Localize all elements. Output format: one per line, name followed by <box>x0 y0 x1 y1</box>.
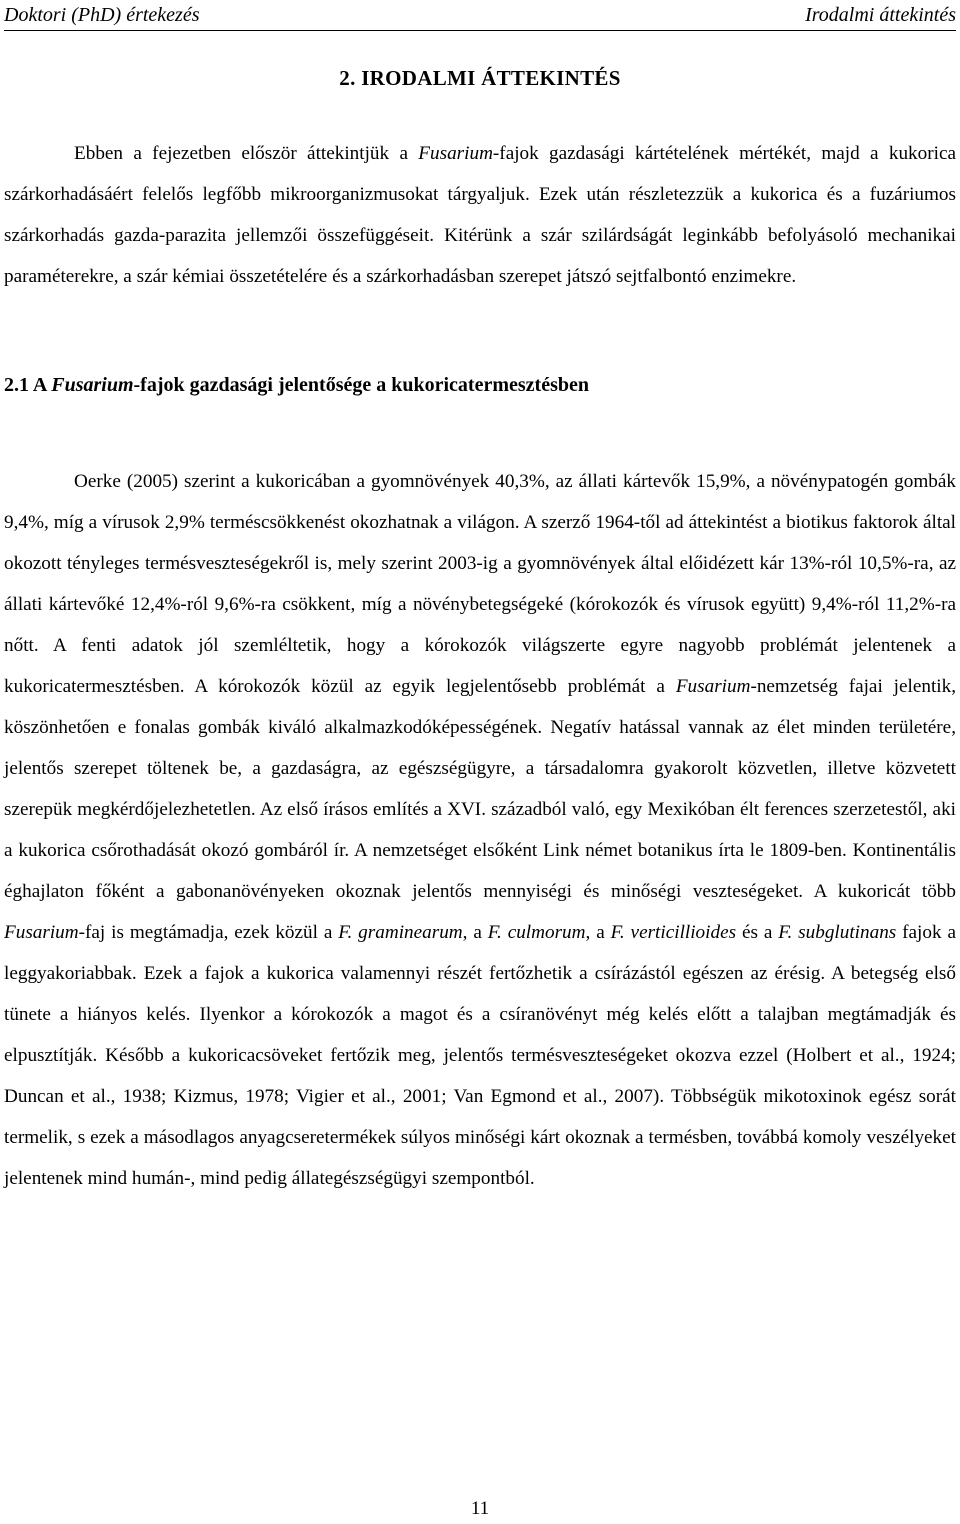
header-document-type: Doktori (PhD) értekezés <box>4 4 200 26</box>
intro-paragraph <box>4 133 956 297</box>
page-number: 11 <box>470 1498 490 1519</box>
section-body <box>4 461 956 1199</box>
italic-term-3: F. graminearum <box>338 922 463 943</box>
section-heading-suffix: -fajok gazdasági jelentősége a kukoricatermesztésben <box>133 374 589 396</box>
text-run-4: , a <box>462 922 488 943</box>
intro-fusarium-term: Fusarium <box>418 143 493 164</box>
intro-section <box>4 133 956 297</box>
intro-text-a: Ebben a fejezetben először áttekintjük a <box>74 143 419 164</box>
chapter-title: 2. IRODALMI ÁTTEKINTÉS <box>339 66 621 90</box>
text-run-3: -faj is megtámadja, ezek közül a <box>78 922 339 943</box>
section-heading <box>4 374 589 397</box>
header-chapter-name: Irodalmi áttekintés <box>805 4 956 26</box>
italic-term-5: F. verticillioides <box>610 922 737 943</box>
italic-term-4: F. culmorum <box>487 922 586 943</box>
section-heading-prefix: 2.1 A <box>4 374 52 396</box>
text-run-7: fajok a leggyakoriabbak. Ezek a fajok a kukorica valamennyi részét fertőzhetik a csírázástól egészen az érésig. A betegség első tünete a hiányos kelés. Ilyenkor a kórokozók a magot és a csíranövényt még kelés előtt a talajban megtámadják és elpusztítják. Később a kukoricacsöveket fertőzik meg, jelentős termésveszteségeket okozva ezzel (Holbert et al., 1924; Duncan et al., 1938; Kizmus, 1978; Vigier et al., 2001; Van Egmond et al., 2007). Többségük mikotoxinok egész sorát termelik, s ezek a másodlagos anyagcseretermékek súlyos minőségi kárt okoznak a termésben, továbbá komoly veszélyeket jelentenek mind humán-, mind pedig állategészségügyi szempontból. <box>4 922 956 1189</box>
section-paragraph <box>4 461 956 1199</box>
intro-text-b: -fajok gazdasági kártételének mértékét, majd a kukorica szárkorhadásáért felelős legfőbb mikroorganizmusokat tárgyaljuk. Ezek után részletezzük a kukorica és a fuzáriumos szárkorhadás gazda-parazita jellemzői összefüggéseit. Kitérünk a szár szilárdságát leginkább befolyásoló mechanikai paraméterekre, a szár kémiai összetételére és a szárkorhadásban szerepet játszó sejtfalbontó enzimekre. <box>4 143 956 287</box>
text-run-1: Oerke (2005) szerint a kukoricában a gyomnövények 40,3%, az állati kártevők 15,9%, a növénypatogén gombák 9,4%, míg a vírusok 2,9% terméscsökkenést okozhatnak a világon. A szerző 1964-től ad áttekintést a biotikus faktorok által okozott tényleges termésveszteségekről is, mely szerint 2003-ig a gyomnövények által előidézett kár 13%-ról 10,5%-ra, az állati kártevőké 12,4%-ról 9,6%-ra csökkent, míg a növénybetegségeké (kórokozók és vírusok együtt) 9,4%-ról 11,2%-ra nőtt. A fenti adatok jól szemléltetik, hogy a kórokozók világszerte egyre nagyobb problémát jelentenek a kukoricatermesztésben. A kórokozók közül az egyik legjelentősebb problémát a <box>4 471 956 697</box>
italic-term-1: Fusarium <box>675 676 751 697</box>
text-run-6: és a <box>736 922 779 943</box>
italic-term-2: Fusarium <box>4 922 79 943</box>
text-run-5: , a <box>585 922 611 943</box>
text-run-2: -nemzetség fajai jelentik, köszönhetően e fonalas gombák kiváló alkalmazkodóképességének. Negatív hatással vannak az élet minden területére, jelentős szerepet töltenek be, a gazdaságra, az egészségügyre, a társadalomra gyakorolt közvetlen, illetve közvetett szerepük megkérdőjelezhetetlen. Az első írásos említés a XVI. századból való, egy Mexikóban élt ferences szerzetestől, aki a kukorica csőrothadását okozó gombáról ír. A nemzetséget elsőként Link német botanikus írta le 1809-ben. Kontinentális éghajlaton főként a gabonanövényeken okoznak jelentős mennyiségi és minőségi veszteségeket. A kukoricát több <box>4 676 956 902</box>
running-header <box>4 2 956 31</box>
section-heading-italic: Fusarium <box>51 374 134 396</box>
italic-term-6: F. subglutinans <box>778 922 897 943</box>
